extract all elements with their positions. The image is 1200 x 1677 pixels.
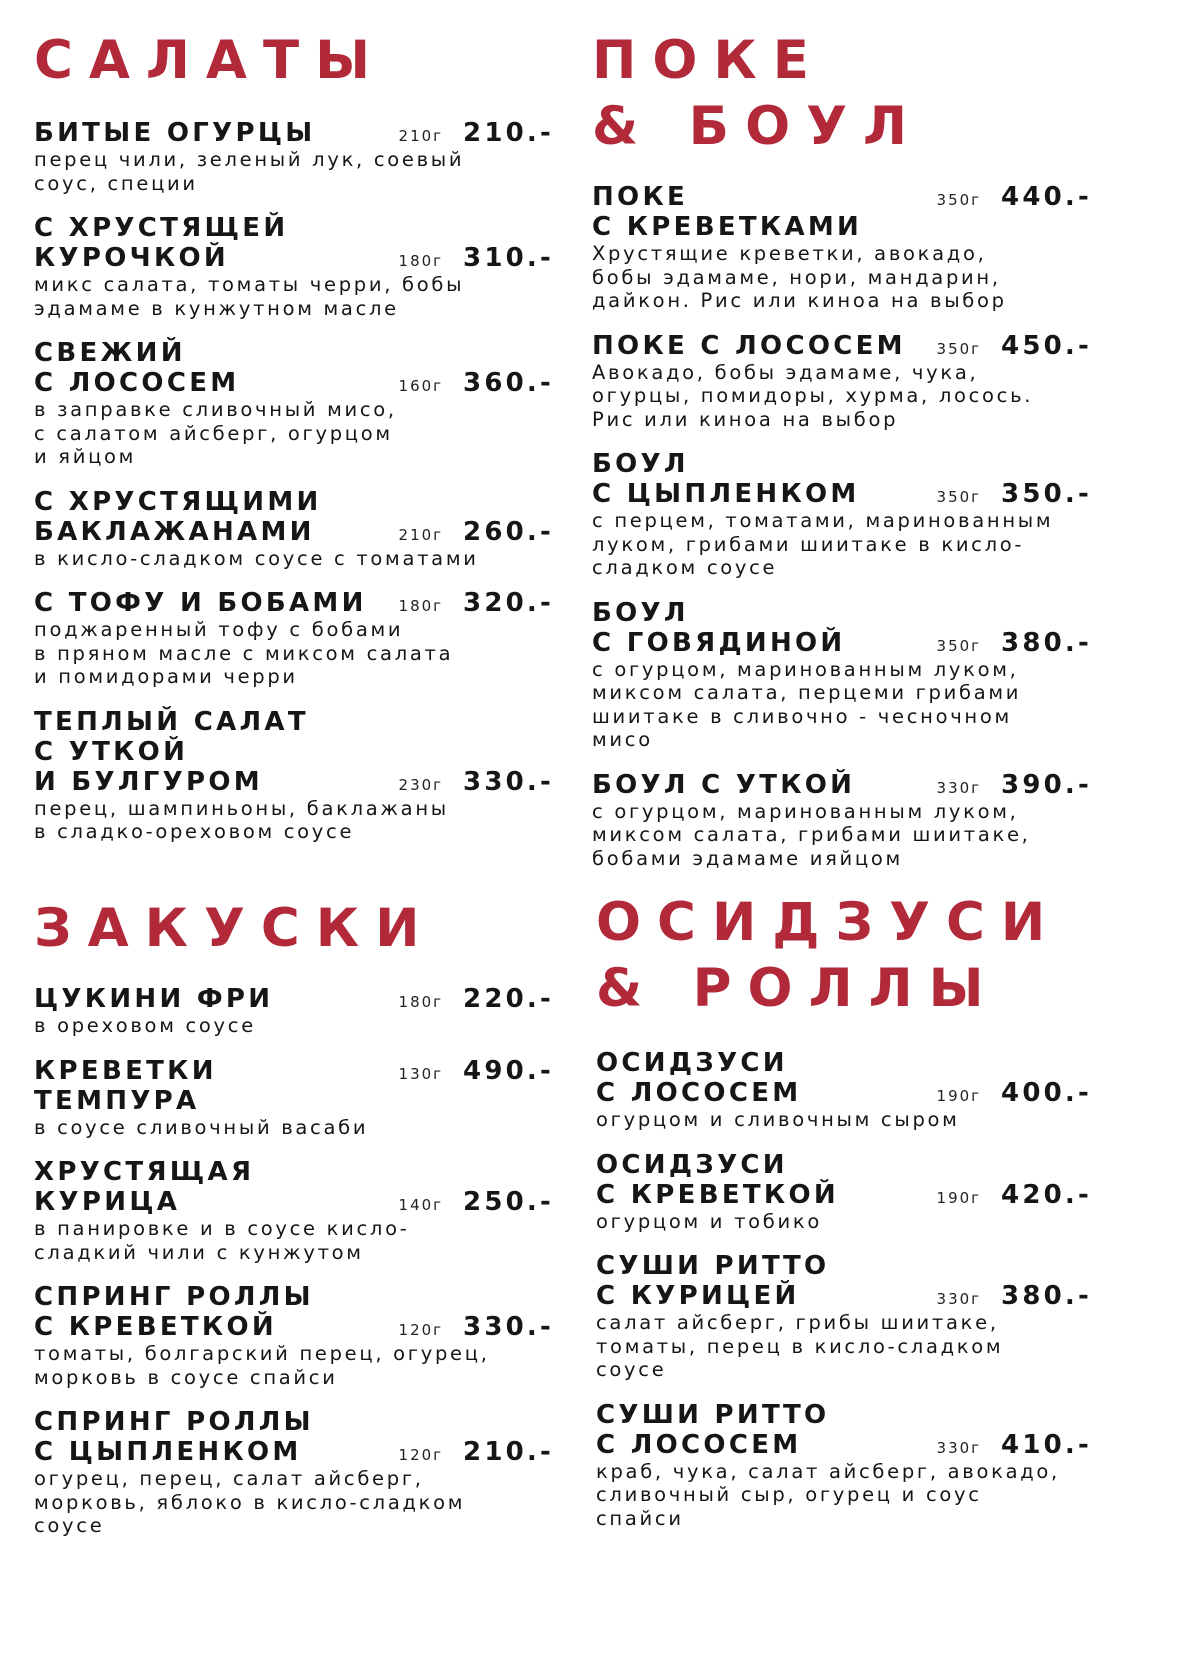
item-name: СУШИ РИТТО С КУРИЦЕЙ [596,1251,830,1311]
item-weight: 330г [936,1290,982,1308]
item-weight: 180г [398,252,444,270]
menu-item [596,1150,1092,1234]
item-price: 380.- [1001,627,1092,658]
section-title-line: ЗАКУСКИ [34,898,436,959]
section-title [592,28,1092,160]
item-name: СВЕЖИЙ С ЛОСОСЕМ [34,338,240,398]
item-description: в ореховом соусе [34,1014,256,1037]
item-list [592,182,1092,870]
item-description: с перцем, томатами, маринованным луком, грибами шиитаке в кисло- сладком соусе [592,509,1054,579]
menu-item [34,487,554,571]
item-name: КРЕВЕТКИ ТЕМПУРА [34,1055,217,1116]
section-oshizushi-rolls [596,890,1092,1530]
item-name: СПРИНГ РОЛЛЫ С ЦЫПЛЕНКОМ [34,1407,314,1467]
section-title-line: & БОУЛ [592,96,924,157]
item-price: 360.- [463,368,554,398]
menu-item [34,1056,554,1140]
item-name: ТЕПЛЫЙ САЛАТ С УТКОЙ И БУЛГУРОМ [34,706,309,797]
item-name: ОСИДЗУСИ С КРЕВЕТКОЙ [596,1149,839,1210]
item-list [34,984,554,1538]
item-name: С ХРУСТЯЩЕЙ КУРОЧКОЙ [34,213,289,273]
item-name: БОУЛ С ГОВЯДИНОЙ [592,597,846,658]
item-weight: 350г [936,636,982,655]
section-title-line: & РОЛЛЫ [596,958,1000,1019]
item-price: 250.- [463,1187,554,1217]
item-name: ПОКЕ С КРЕВЕТКАМИ [592,182,863,242]
item-description: с огурцом, маринованным луком, миксом салата, перцеми грибами шиитаке в сливочно - чесночном мисо [592,657,1022,751]
item-description: перец чили, зеленый лук, соевый соус, специи [34,148,465,195]
item-description: салат айсберг, грибы шиитаке, томаты, перец в кисло-сладком соусе [596,1311,1004,1381]
item-price: 310.- [463,243,554,273]
item-weight: 120г [398,1321,444,1339]
item-name: С ХРУСТЯЩИМИ БАКЛАЖАНАМИ [34,486,322,547]
item-price: 210.- [463,1437,554,1467]
item-description: томаты, болгарский перец, огурец, морковь в соусе спайси [34,1342,490,1389]
item-price: 330.- [463,1312,554,1342]
item-price: 390.- [1001,769,1092,800]
menu-item [592,331,1092,432]
item-weight: 160г [398,377,444,395]
menu-item [34,1407,554,1538]
item-weight: 190г [936,1087,982,1105]
item-list [34,118,554,844]
menu-item [592,770,1092,871]
item-description: в соусе сливочный васаби [34,1115,369,1139]
item-description: в кисло-сладком соусе с томатами [34,546,479,570]
item-weight: 180г [398,597,444,615]
menu-item [596,1251,1092,1382]
item-price: 440.- [1001,182,1092,212]
item-weight: 120г [398,1446,444,1464]
item-price: 450.- [1001,330,1092,361]
menu-item [34,213,554,320]
item-description: огурец, перец, салат айсберг, морковь, яблоко в кисло-сладком соусе [34,1467,466,1537]
item-name: СПРИНГ РОЛЛЫ С КРЕВЕТКОЙ [34,1282,314,1342]
item-weight: 180г [398,993,444,1011]
item-description: перец, шампиньоны, баклажаны в сладко-ореховом соусе [34,796,449,843]
menu-item [34,118,554,195]
item-price: 260.- [463,516,554,547]
menu-item [34,1157,554,1264]
item-name: С ТОФУ И БОБАМИ [34,588,367,618]
section-title-line: ПОКЕ [592,30,825,91]
item-price: 400.- [1001,1078,1092,1108]
section-poke-bowl [592,28,1092,870]
menu-item [34,588,554,689]
section-title-line: САЛАТЫ [34,30,387,91]
item-price: 350.- [1001,479,1092,509]
section-title [596,890,1092,1022]
item-list [596,1048,1092,1530]
item-weight: 140г [398,1196,444,1214]
item-description: Хрустящие креветки, авокадо, бобы эдамаме, нори, мандарин, дайкон. Рис или киноа на выбор [592,242,1007,312]
section-title [34,896,554,962]
menu-item [34,338,554,469]
item-price: 420.- [1001,1179,1092,1210]
item-description: в панировке и в соусе кисло- сладкий чили с кунжутом [34,1217,410,1264]
item-name: БОУЛ С УТКОЙ [592,769,856,800]
menu-item [596,1048,1092,1132]
item-name: ЦУКИНИ ФРИ [34,984,274,1014]
item-weight: 330г [936,1438,982,1457]
item-description: огурцом и сливочным сыром [596,1108,960,1131]
item-name: ОСИДЗУСИ С ЛОСОСЕМ [596,1048,802,1108]
item-weight: 350г [936,191,982,209]
item-weight: 350г [936,488,982,506]
item-weight: 190г [936,1188,982,1207]
item-weight: 210г [398,127,444,145]
section-title [34,28,554,94]
item-name: ХРУСТЯЩАЯ КУРИЦА [34,1157,255,1217]
item-description: микс салата, томаты черри, бобы эдамаме в кунжутном масле [34,273,465,320]
item-description: в заправке сливочный мисо, с салатом айсберг, огурцом и яйцом [34,398,397,468]
item-name: БИТЫЕ ОГУРЦЫ [34,118,316,148]
item-description: с огурцом, маринованным луком, миксом салата, грибами шиитаке, бобами эдамаме ияйцом [592,799,1031,870]
item-weight: 330г [936,778,982,797]
section-title-line: ОСИДЗУСИ [596,892,1062,953]
section-salads [34,28,554,844]
item-price: 380.- [1001,1281,1092,1311]
item-name: БОУЛ С ЦЫПЛЕНКОМ [592,449,860,509]
item-weight: 230г [398,775,444,794]
menu-item [34,984,554,1038]
menu-item [592,449,1092,580]
item-price: 410.- [1001,1429,1092,1460]
item-name: СУШИ РИТТО С ЛОСОСЕМ [596,1399,830,1460]
item-price: 330.- [463,766,554,797]
item-price: 210.- [463,118,554,148]
menu-item [34,1282,554,1389]
section-snacks [34,896,554,1538]
item-description: краб, чука, салат айсберг, авокадо, сливочный сыр, огурец и соус спайси [596,1459,1060,1530]
menu-item [592,598,1092,752]
item-price: 320.- [463,588,554,618]
item-weight: 210г [398,525,444,544]
item-description: поджаренный тофу с бобами в пряном масле с миксом салата и помидорами черри [34,618,454,688]
item-name: ПОКЕ С ЛОСОСЕМ [592,330,906,361]
item-description: огурцом и тобико [596,1209,822,1233]
item-description: Авокадо, бобы эдамаме, чука, огурцы, помидоры, хурма, лосось. Рис или киноа на выбор [592,360,1034,431]
menu-item [592,182,1092,313]
item-weight: 130г [398,1064,444,1083]
item-price: 220.- [463,984,554,1014]
menu-item [34,707,554,844]
item-weight: 350г [936,339,982,358]
item-price: 490.- [463,1055,554,1086]
menu-item [596,1400,1092,1531]
